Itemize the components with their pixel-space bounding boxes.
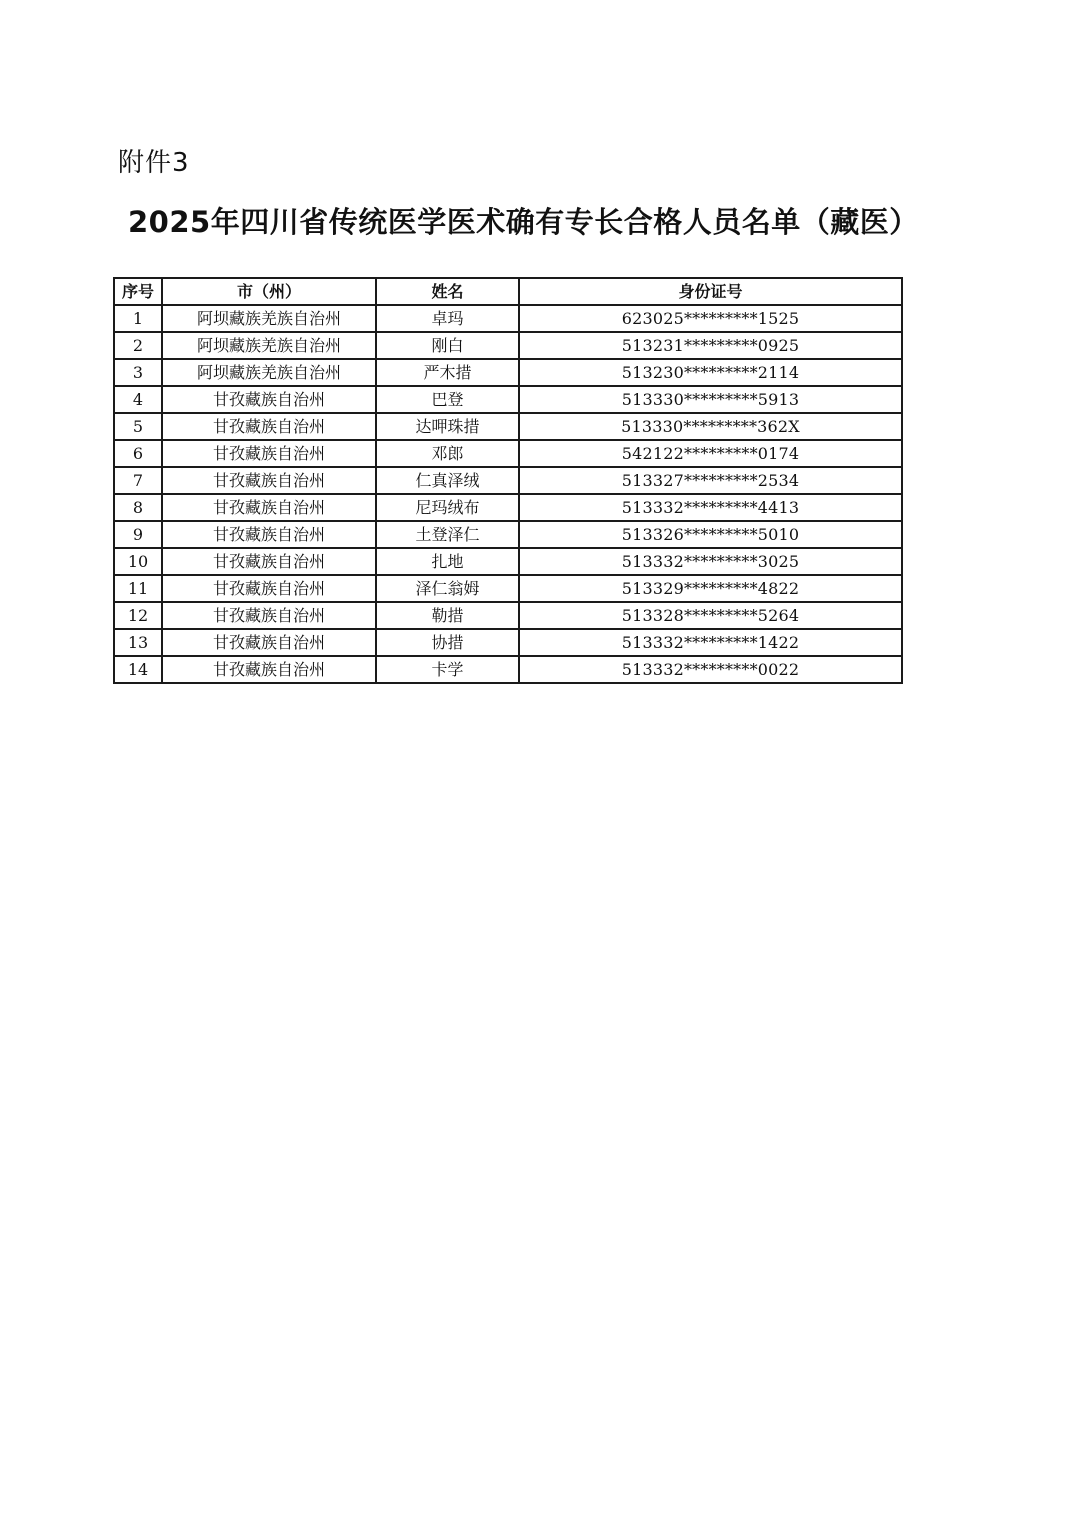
region-cell: 阿坝藏族羌族自治州 (162, 332, 376, 359)
document-title: 2025年四川省传统医学医术确有专长合格人员名单（藏医） (128, 205, 919, 239)
id-number-cell: 513330*********5913 (519, 386, 902, 413)
table-row (114, 305, 902, 332)
serial-number-cell: 11 (114, 575, 162, 602)
id-number-cell: 513328*********5264 (519, 602, 902, 629)
name-cell: 尼玛绒布 (376, 494, 519, 521)
table-header-row (114, 278, 902, 305)
id-number-cell: 513332*********3025 (519, 548, 902, 575)
name-cell: 严木措 (376, 359, 519, 386)
table-row (114, 332, 902, 359)
serial-number-cell: 10 (114, 548, 162, 575)
serial-number-cell: 5 (114, 413, 162, 440)
id-number-cell: 513327*********2534 (519, 467, 902, 494)
table-row (114, 656, 902, 683)
table-row (114, 440, 902, 467)
table-row (114, 386, 902, 413)
region-cell: 阿坝藏族羌族自治州 (162, 359, 376, 386)
id-number-cell: 623025*********1525 (519, 305, 902, 332)
header-id-number: 身份证号 (519, 278, 902, 305)
id-number-cell: 513230*********2114 (519, 359, 902, 386)
name-cell: 卓玛 (376, 305, 519, 332)
attachment-label: 附件3 (118, 148, 190, 178)
table-row (114, 548, 902, 575)
table-row (114, 467, 902, 494)
region-cell: 甘孜藏族自治州 (162, 440, 376, 467)
id-number-cell: 513332*********1422 (519, 629, 902, 656)
serial-number-cell: 1 (114, 305, 162, 332)
region-cell: 甘孜藏族自治州 (162, 467, 376, 494)
serial-number-cell: 14 (114, 656, 162, 683)
name-cell: 巴登 (376, 386, 519, 413)
header-serial-number: 序号 (114, 278, 162, 305)
header-region: 市（州） (162, 278, 376, 305)
name-cell: 邓郎 (376, 440, 519, 467)
name-cell: 协措 (376, 629, 519, 656)
id-number-cell: 513231*********0925 (519, 332, 902, 359)
name-cell: 土登泽仁 (376, 521, 519, 548)
serial-number-cell: 4 (114, 386, 162, 413)
name-cell: 仁真泽绒 (376, 467, 519, 494)
table-row (114, 413, 902, 440)
region-cell: 甘孜藏族自治州 (162, 386, 376, 413)
name-cell: 勒措 (376, 602, 519, 629)
id-number-cell: 542122*********0174 (519, 440, 902, 467)
serial-number-cell: 9 (114, 521, 162, 548)
serial-number-cell: 3 (114, 359, 162, 386)
name-cell: 刚白 (376, 332, 519, 359)
name-cell: 达呷珠措 (376, 413, 519, 440)
region-cell: 阿坝藏族羌族自治州 (162, 305, 376, 332)
qualified-personnel-table (113, 277, 903, 684)
region-cell: 甘孜藏族自治州 (162, 602, 376, 629)
region-cell: 甘孜藏族自治州 (162, 413, 376, 440)
serial-number-cell: 6 (114, 440, 162, 467)
region-cell: 甘孜藏族自治州 (162, 521, 376, 548)
serial-number-cell: 7 (114, 467, 162, 494)
name-cell: 卡学 (376, 656, 519, 683)
id-number-cell: 513329*********4822 (519, 575, 902, 602)
serial-number-cell: 13 (114, 629, 162, 656)
region-cell: 甘孜藏族自治州 (162, 548, 376, 575)
region-cell: 甘孜藏族自治州 (162, 494, 376, 521)
table-body (114, 305, 902, 683)
header-name: 姓名 (376, 278, 519, 305)
serial-number-cell: 2 (114, 332, 162, 359)
region-cell: 甘孜藏族自治州 (162, 575, 376, 602)
id-number-cell: 513332*********4413 (519, 494, 902, 521)
table-row (114, 575, 902, 602)
id-number-cell: 513330*********362X (519, 413, 902, 440)
region-cell: 甘孜藏族自治州 (162, 656, 376, 683)
id-number-cell: 513332*********0022 (519, 656, 902, 683)
name-cell: 扎地 (376, 548, 519, 575)
id-number-cell: 513326*********5010 (519, 521, 902, 548)
table-row (114, 494, 902, 521)
name-cell: 泽仁翁姆 (376, 575, 519, 602)
table-row (114, 521, 902, 548)
serial-number-cell: 12 (114, 602, 162, 629)
table-row (114, 629, 902, 656)
table-row (114, 602, 902, 629)
table-row (114, 359, 902, 386)
region-cell: 甘孜藏族自治州 (162, 629, 376, 656)
serial-number-cell: 8 (114, 494, 162, 521)
